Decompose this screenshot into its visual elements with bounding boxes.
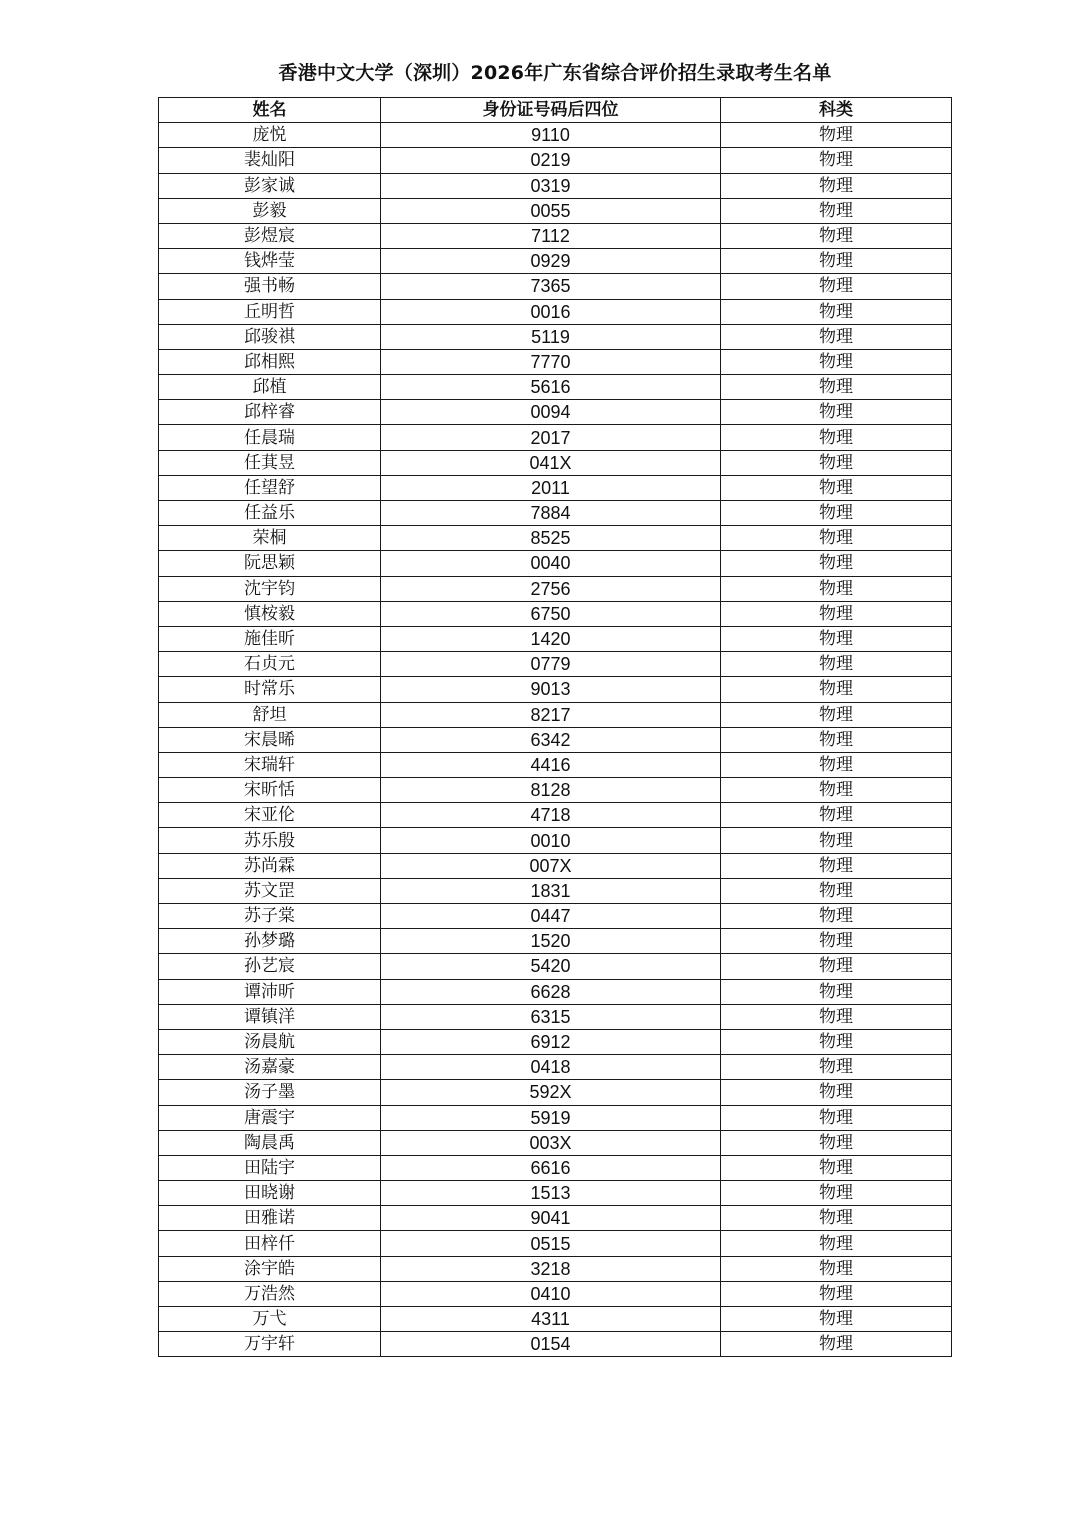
table-row <box>159 979 952 1004</box>
student-name-cell: 荣桐 <box>159 526 381 551</box>
id-last-four-cell: 0779 <box>381 652 721 677</box>
table-row <box>159 1307 952 1332</box>
table-row <box>159 1181 952 1206</box>
id-last-four-cell: 007X <box>381 853 721 878</box>
table-row <box>159 1231 952 1256</box>
table-row <box>159 375 952 400</box>
id-last-four-cell: 9110 <box>381 123 721 148</box>
table-row <box>159 475 952 500</box>
student-name-cell: 邱骏祺 <box>159 324 381 349</box>
subject-cell: 物理 <box>721 652 952 677</box>
subject-cell: 物理 <box>721 1029 952 1054</box>
student-name-cell: 田梓仟 <box>159 1231 381 1256</box>
student-name-cell: 万宇轩 <box>159 1332 381 1357</box>
table-row <box>159 1332 952 1357</box>
id-last-four-cell: 7112 <box>381 223 721 248</box>
subject-cell: 物理 <box>721 475 952 500</box>
subject-cell: 物理 <box>721 1130 952 1155</box>
subject-cell: 物理 <box>721 828 952 853</box>
id-last-four-cell: 1513 <box>381 1181 721 1206</box>
student-name-cell: 施佳昕 <box>159 626 381 651</box>
table-row <box>159 878 952 903</box>
id-last-four-cell: 5420 <box>381 954 721 979</box>
table-row <box>159 677 952 702</box>
id-last-four-cell: 9013 <box>381 677 721 702</box>
id-last-four-cell: 4718 <box>381 803 721 828</box>
subject-cell: 物理 <box>721 778 952 803</box>
table-row <box>159 1256 952 1281</box>
table-row <box>159 1055 952 1080</box>
subject-cell: 物理 <box>721 601 952 626</box>
id-last-four-cell: 0929 <box>381 249 721 274</box>
table-row <box>159 1206 952 1231</box>
subject-cell: 物理 <box>721 123 952 148</box>
table-row <box>159 1281 952 1306</box>
id-last-four-cell: 2017 <box>381 425 721 450</box>
table-row <box>159 173 952 198</box>
id-last-four-cell: 3218 <box>381 1256 721 1281</box>
table-row <box>159 803 952 828</box>
subject-cell: 物理 <box>721 274 952 299</box>
student-name-cell: 任益乐 <box>159 501 381 526</box>
student-name-cell: 汤子墨 <box>159 1080 381 1105</box>
table-row <box>159 702 952 727</box>
student-name-cell: 石贞元 <box>159 652 381 677</box>
table-row <box>159 501 952 526</box>
student-name-cell: 陶晨禹 <box>159 1130 381 1155</box>
student-name-cell: 彭毅 <box>159 198 381 223</box>
table-row <box>159 450 952 475</box>
table-row <box>159 1155 952 1180</box>
student-name-cell: 宋瑞轩 <box>159 752 381 777</box>
subject-cell: 物理 <box>721 223 952 248</box>
id-last-four-cell: 1420 <box>381 626 721 651</box>
subject-cell: 物理 <box>721 677 952 702</box>
subject-cell: 物理 <box>721 752 952 777</box>
student-name-cell: 万弋 <box>159 1307 381 1332</box>
subject-cell: 物理 <box>721 450 952 475</box>
id-last-four-cell: 0219 <box>381 148 721 173</box>
table-row <box>159 324 952 349</box>
student-name-cell: 沈宇钧 <box>159 576 381 601</box>
table-row <box>159 752 952 777</box>
id-last-four-cell: 0154 <box>381 1332 721 1357</box>
student-name-cell: 苏文罡 <box>159 878 381 903</box>
id-last-four-cell: 0515 <box>381 1231 721 1256</box>
subject-cell: 物理 <box>721 299 952 324</box>
id-last-four-cell: 041X <box>381 450 721 475</box>
table-row <box>159 148 952 173</box>
student-name-cell: 唐震宇 <box>159 1105 381 1130</box>
id-last-four-cell: 5616 <box>381 375 721 400</box>
id-last-four-cell: 2011 <box>381 475 721 500</box>
table-row <box>159 526 952 551</box>
subject-cell: 物理 <box>721 1055 952 1080</box>
subject-cell: 物理 <box>721 702 952 727</box>
subject-cell: 物理 <box>721 1004 952 1029</box>
subject-cell: 物理 <box>721 501 952 526</box>
subject-cell: 物理 <box>721 1231 952 1256</box>
subject-cell: 物理 <box>721 904 952 929</box>
student-name-cell: 田晓谢 <box>159 1181 381 1206</box>
student-name-cell: 田雅诺 <box>159 1206 381 1231</box>
id-last-four-cell: 7884 <box>381 501 721 526</box>
table-row <box>159 1080 952 1105</box>
header-name: 姓名 <box>159 98 381 123</box>
id-last-four-cell: 5919 <box>381 1105 721 1130</box>
id-last-four-cell: 5119 <box>381 324 721 349</box>
student-name-cell: 汤晨航 <box>159 1029 381 1054</box>
id-last-four-cell: 0447 <box>381 904 721 929</box>
subject-cell: 物理 <box>721 551 952 576</box>
id-last-four-cell: 1520 <box>381 929 721 954</box>
student-name-cell: 邱相熙 <box>159 349 381 374</box>
table-row <box>159 954 952 979</box>
student-name-cell: 谭沛昕 <box>159 979 381 1004</box>
student-name-cell: 强书畅 <box>159 274 381 299</box>
subject-cell: 物理 <box>721 576 952 601</box>
subject-cell: 物理 <box>721 878 952 903</box>
student-name-cell: 任萁昱 <box>159 450 381 475</box>
subject-cell: 物理 <box>721 1206 952 1231</box>
subject-cell: 物理 <box>721 425 952 450</box>
subject-cell: 物理 <box>721 400 952 425</box>
subject-cell: 物理 <box>721 929 952 954</box>
student-name-cell: 宋晨晞 <box>159 727 381 752</box>
table-row <box>159 1130 952 1155</box>
student-name-cell: 汤嘉豪 <box>159 1055 381 1080</box>
student-name-cell: 慎桉毅 <box>159 601 381 626</box>
subject-cell: 物理 <box>721 954 952 979</box>
subject-cell: 物理 <box>721 1080 952 1105</box>
header-subject: 科类 <box>721 98 952 123</box>
id-last-four-cell: 4416 <box>381 752 721 777</box>
table-row <box>159 425 952 450</box>
subject-cell: 物理 <box>721 1307 952 1332</box>
table-row <box>159 551 952 576</box>
subject-cell: 物理 <box>721 727 952 752</box>
table-row <box>159 1029 952 1054</box>
student-name-cell: 万浩然 <box>159 1281 381 1306</box>
id-last-four-cell: 9041 <box>381 1206 721 1231</box>
subject-cell: 物理 <box>721 1281 952 1306</box>
id-last-four-cell: 8525 <box>381 526 721 551</box>
table-row <box>159 778 952 803</box>
id-last-four-cell: 6628 <box>381 979 721 1004</box>
student-name-cell: 苏乐殷 <box>159 828 381 853</box>
student-name-cell: 阮思颖 <box>159 551 381 576</box>
student-name-cell: 苏尚霖 <box>159 853 381 878</box>
id-last-four-cell: 4311 <box>381 1307 721 1332</box>
page-title: 香港中文大学（深圳）2026年广东省综合评价招生录取考生名单 <box>278 62 832 84</box>
table-row <box>159 198 952 223</box>
subject-cell: 物理 <box>721 198 952 223</box>
student-name-cell: 丘明哲 <box>159 299 381 324</box>
student-name-cell: 孙梦璐 <box>159 929 381 954</box>
table-row <box>159 1105 952 1130</box>
student-name-cell: 庞悦 <box>159 123 381 148</box>
subject-cell: 物理 <box>721 349 952 374</box>
student-name-cell: 彭家诚 <box>159 173 381 198</box>
subject-cell: 物理 <box>721 1256 952 1281</box>
subject-cell: 物理 <box>721 148 952 173</box>
table-row <box>159 349 952 374</box>
id-last-four-cell: 0319 <box>381 173 721 198</box>
subject-cell: 物理 <box>721 1332 952 1357</box>
subject-cell: 物理 <box>721 1155 952 1180</box>
table-row <box>159 123 952 148</box>
admission-roster-table <box>158 97 952 1357</box>
subject-cell: 物理 <box>721 803 952 828</box>
id-last-four-cell: 1831 <box>381 878 721 903</box>
id-last-four-cell: 6342 <box>381 727 721 752</box>
id-last-four-cell: 0410 <box>381 1281 721 1306</box>
student-name-cell: 任晨瑞 <box>159 425 381 450</box>
table-row <box>159 1004 952 1029</box>
student-name-cell: 涂宇皓 <box>159 1256 381 1281</box>
subject-cell: 物理 <box>721 979 952 1004</box>
table-body <box>159 123 952 1357</box>
student-name-cell: 田陆宇 <box>159 1155 381 1180</box>
id-last-four-cell: 7365 <box>381 274 721 299</box>
table-row <box>159 904 952 929</box>
table-row <box>159 576 952 601</box>
student-name-cell: 任望舒 <box>159 475 381 500</box>
table-row <box>159 626 952 651</box>
subject-cell: 物理 <box>721 626 952 651</box>
subject-cell: 物理 <box>721 249 952 274</box>
id-last-four-cell: 2756 <box>381 576 721 601</box>
student-name-cell: 谭镇洋 <box>159 1004 381 1029</box>
table-row <box>159 223 952 248</box>
student-name-cell: 苏子棠 <box>159 904 381 929</box>
id-last-four-cell: 6912 <box>381 1029 721 1054</box>
table-row <box>159 299 952 324</box>
subject-cell: 物理 <box>721 853 952 878</box>
id-last-four-cell: 0016 <box>381 299 721 324</box>
table-row <box>159 853 952 878</box>
header-id-last-four: 身份证号码后四位 <box>381 98 721 123</box>
student-name-cell: 彭煜宸 <box>159 223 381 248</box>
subject-cell: 物理 <box>721 1105 952 1130</box>
id-last-four-cell: 0055 <box>381 198 721 223</box>
id-last-four-cell: 003X <box>381 1130 721 1155</box>
table-row <box>159 274 952 299</box>
table-row <box>159 929 952 954</box>
id-last-four-cell: 7770 <box>381 349 721 374</box>
table-row <box>159 652 952 677</box>
subject-cell: 物理 <box>721 173 952 198</box>
id-last-four-cell: 8128 <box>381 778 721 803</box>
table-row <box>159 249 952 274</box>
id-last-four-cell: 0010 <box>381 828 721 853</box>
id-last-four-cell: 0040 <box>381 551 721 576</box>
student-name-cell: 孙艺宸 <box>159 954 381 979</box>
student-name-cell: 宋昕恬 <box>159 778 381 803</box>
subject-cell: 物理 <box>721 324 952 349</box>
table-row <box>159 828 952 853</box>
student-name-cell: 时常乐 <box>159 677 381 702</box>
id-last-four-cell: 8217 <box>381 702 721 727</box>
subject-cell: 物理 <box>721 375 952 400</box>
id-last-four-cell: 0094 <box>381 400 721 425</box>
subject-cell: 物理 <box>721 526 952 551</box>
table-row <box>159 400 952 425</box>
student-name-cell: 裴灿阳 <box>159 148 381 173</box>
student-name-cell: 钱烨莹 <box>159 249 381 274</box>
table-header-row <box>159 98 952 123</box>
id-last-four-cell: 6315 <box>381 1004 721 1029</box>
student-name-cell: 邱梓睿 <box>159 400 381 425</box>
student-name-cell: 宋亚伦 <box>159 803 381 828</box>
id-last-four-cell: 0418 <box>381 1055 721 1080</box>
subject-cell: 物理 <box>721 1181 952 1206</box>
id-last-four-cell: 592X <box>381 1080 721 1105</box>
id-last-four-cell: 6750 <box>381 601 721 626</box>
table-row <box>159 727 952 752</box>
student-name-cell: 舒坦 <box>159 702 381 727</box>
table-row <box>159 601 952 626</box>
student-name-cell: 邱植 <box>159 375 381 400</box>
id-last-four-cell: 6616 <box>381 1155 721 1180</box>
